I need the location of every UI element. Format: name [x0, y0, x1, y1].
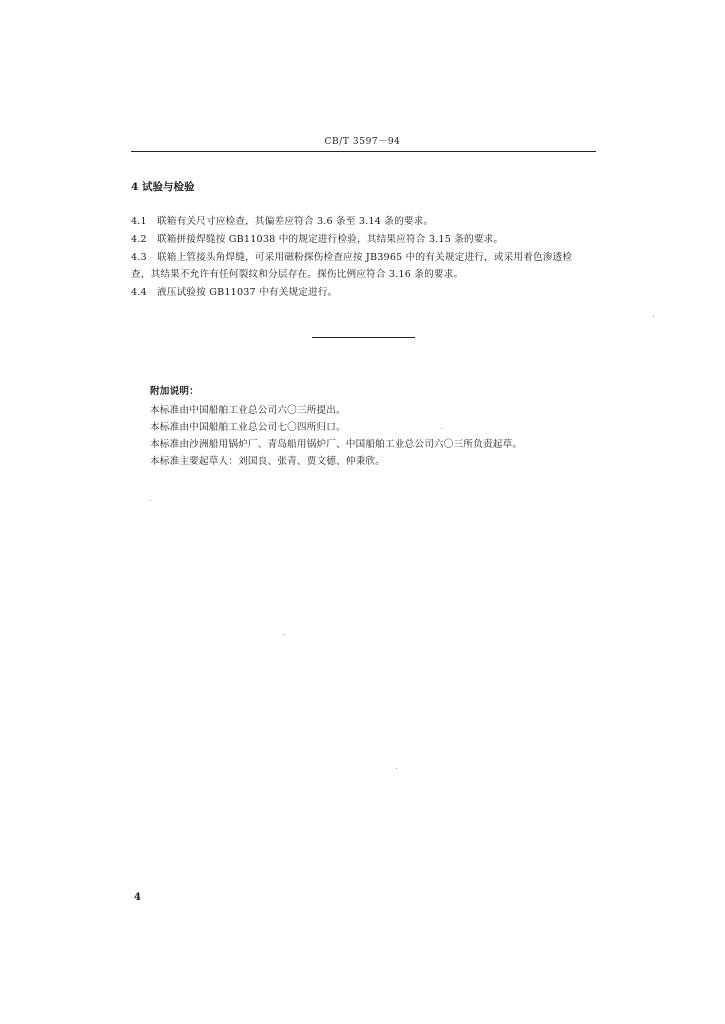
- scan-speck: [283, 634, 284, 635]
- note-line: 本标准由中国船舶工业总公司七〇四所归口。: [150, 422, 346, 433]
- clause-text: 联箱有关尺寸应检查，其偏差应符合 3.6 条至 3.14 条的要求。: [157, 216, 434, 227]
- scan-speck: [150, 500, 151, 501]
- clause-4-3-continuation: [131, 266, 463, 280]
- note-line: 本标准由中国船舶工业总公司六〇三所提出。: [150, 405, 346, 416]
- section-end-rule: [312, 337, 415, 338]
- clause-number: 4.4: [131, 287, 147, 298]
- scan-speck: [653, 316, 654, 317]
- scan-speck: [441, 428, 442, 429]
- clause-4-1: [131, 213, 433, 227]
- header-rule: [131, 151, 596, 152]
- clause-text: 联箱上管接头角焊缝，可采用磁粉探伤检查应按 JB3965 中的有关规定进行，或采用着色渗透检: [157, 252, 573, 263]
- note-line: 本标准由沙洲船用锅炉厂、青岛船用锅炉厂、中国船舶工业总公司六〇三所负责起草。: [150, 439, 523, 450]
- clause-4-2: [131, 231, 503, 245]
- section-title: 4 试验与检验: [131, 181, 195, 193]
- clause-text: 联箱拼接焊缝按 GB11038 中的规定进行检验，其结果应符合 3.15 条的要求。: [157, 234, 504, 245]
- clause-text: 液压试验按 GB11037 中有关规定进行。: [157, 287, 338, 298]
- page-number: 4: [134, 892, 141, 903]
- clause-number: 4.1: [131, 216, 147, 227]
- note-line: 本标准主要起草人：刘国良、张青、贾文德、仲秉欣。: [150, 456, 386, 467]
- additional-notes-title: 附加说明：: [150, 386, 199, 397]
- clause-4-3: [131, 249, 572, 263]
- scan-speck: [396, 768, 397, 769]
- clause-number: 4.2: [131, 234, 147, 245]
- clause-number: 4.3: [131, 252, 147, 263]
- clause-text: 查，其结果不允许有任何裂纹和分层存在。探伤比例应符合 3.16 条的要求。: [131, 269, 464, 280]
- standard-code-header: CB/T 3597－94: [324, 137, 401, 147]
- clause-4-4: [131, 284, 337, 298]
